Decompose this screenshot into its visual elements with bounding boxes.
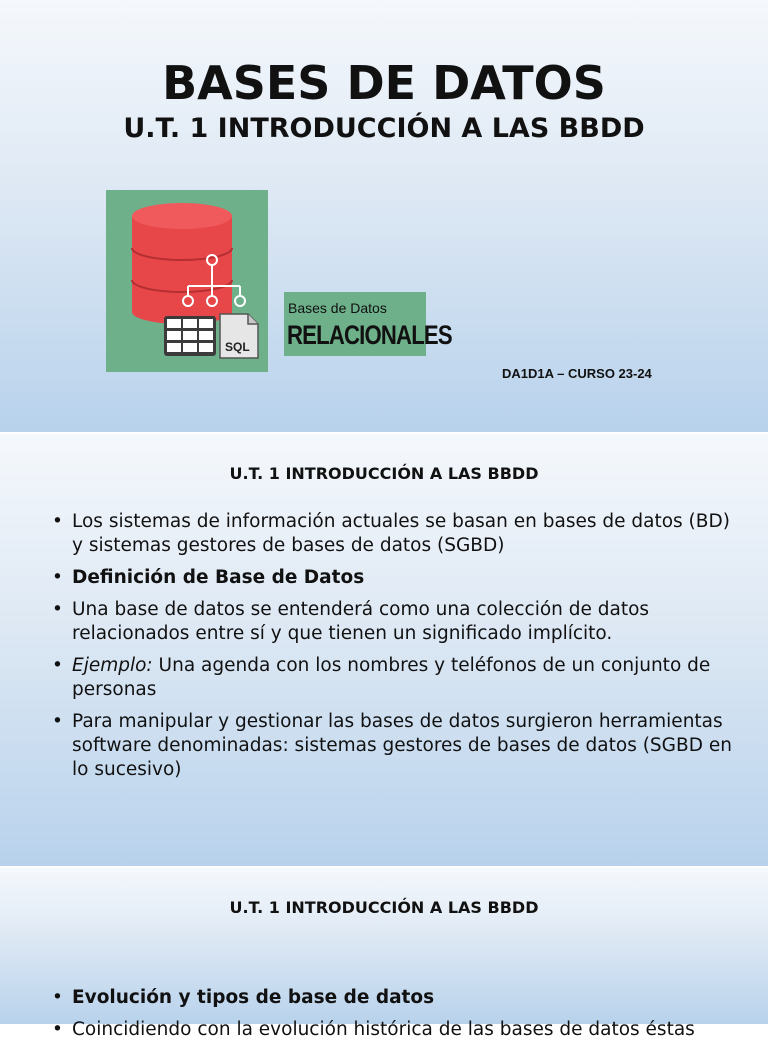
- presentation-subtitle: U.T. 1 INTRODUCCIÓN A LAS BBDD: [123, 113, 645, 144]
- bullet-item: [52, 654, 732, 702]
- bullet-item: [52, 710, 732, 782]
- bullet-item: [52, 566, 732, 590]
- slide-heading: U.T. 1 INTRODUCCIÓN A LAS BBDD: [229, 898, 539, 917]
- bullet-text: Para manipular y gestionar las bases de datos surgieron herramientas software denominadas: sistemas gestores de bases de datos (SGBD en lo sucesivo): [72, 711, 732, 780]
- content-slide: [0, 434, 768, 866]
- bullet-item: [52, 598, 732, 646]
- badge-big-text: RELACIONALES: [287, 320, 452, 350]
- course-label: DA1D1A – CURSO 23-24: [502, 366, 652, 381]
- bullet-text: Una agenda con los nombres y teléfonos de un conjunto de personas: [72, 655, 711, 700]
- slide-heading: U.T. 1 INTRODUCCIÓN A LAS BBDD: [229, 464, 539, 483]
- presentation-title: BASES DE DATOS: [162, 56, 606, 110]
- bullet-text: Una base de datos se entenderá como una colección de datos relacionados entre sí y que tienen un significado implícito.: [72, 599, 650, 644]
- bullet-list: [52, 510, 732, 790]
- bullet-item: [52, 986, 732, 1010]
- content-slide-partial: [0, 868, 768, 1040]
- bullet-text: Los sistemas de información actuales se basan en bases de datos (BD) y sistemas gestores de bases de datos (SGBD): [72, 511, 730, 556]
- bullet-text: Evolución y tipos de base de datos: [72, 987, 435, 1008]
- bullet-example-label: Ejemplo:: [72, 655, 153, 676]
- bullet-list: [52, 986, 732, 1050]
- bullet-item: [52, 1018, 732, 1042]
- relational-db-badge: [284, 292, 452, 356]
- badge-small-text: Bases de Datos: [288, 300, 387, 316]
- title-slide: [0, 0, 768, 432]
- bullet-text: Definición de Base de Datos: [72, 567, 365, 588]
- bullet-item: [52, 510, 732, 558]
- sql-label: SQL: [225, 340, 250, 354]
- database-illustration: [106, 190, 268, 372]
- bullet-text: Coincidiendo con la evolución histórica de las bases de datos éstas: [72, 1019, 695, 1040]
